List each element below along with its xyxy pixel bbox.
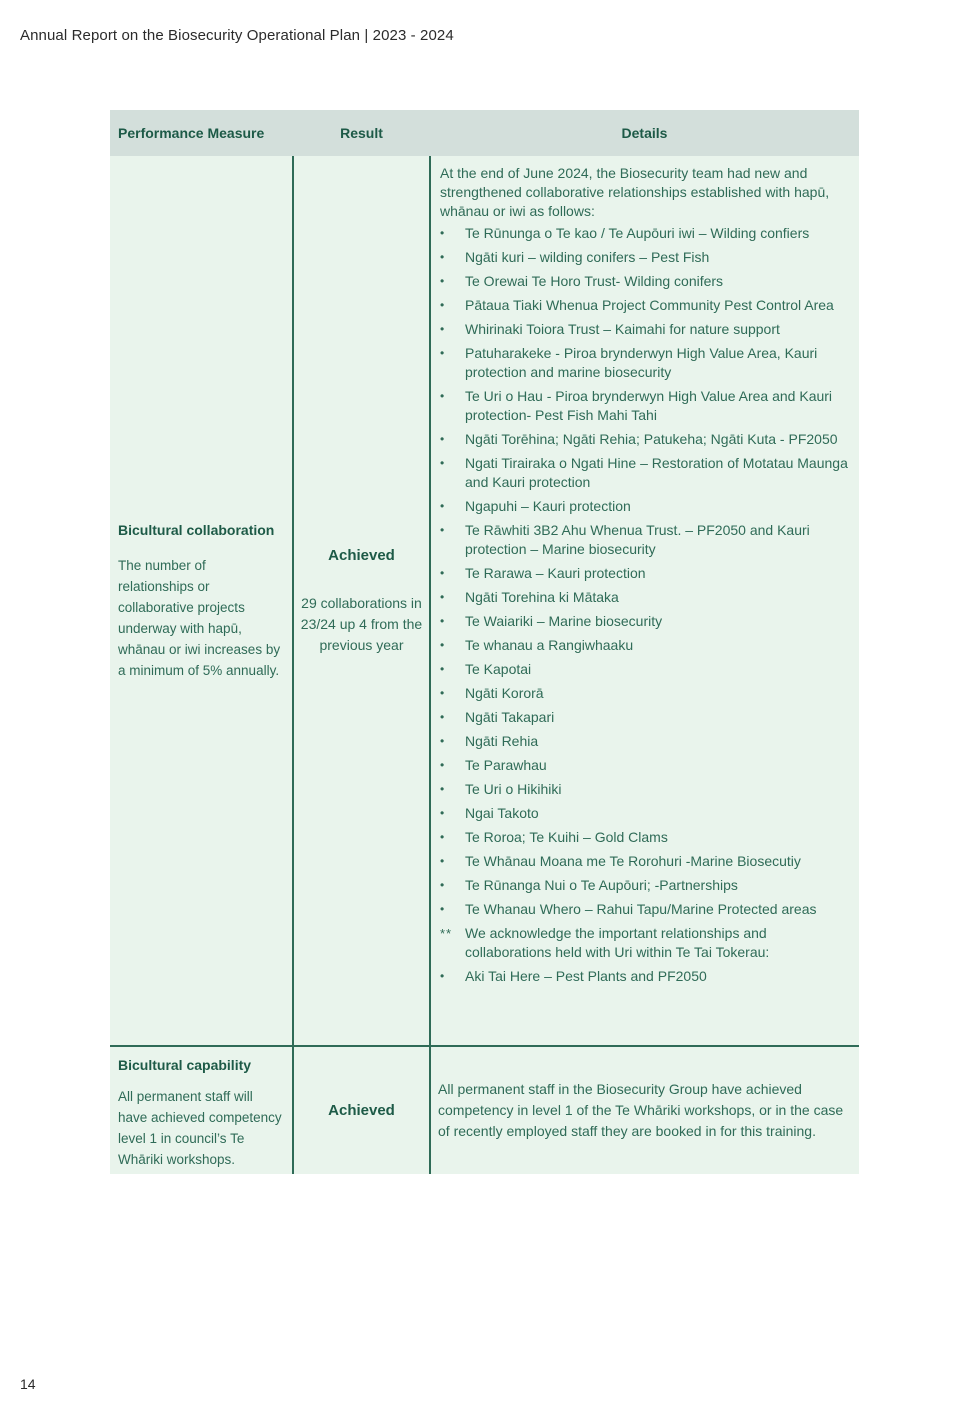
list-item <box>440 900 853 919</box>
list-item <box>440 612 853 631</box>
list-item <box>440 636 853 655</box>
list-item-text: Te Uri o Hikihiki <box>465 781 562 797</box>
list-item <box>440 708 853 727</box>
list-item <box>440 852 853 871</box>
list-item <box>440 684 853 703</box>
bullet-marker: • <box>440 969 445 983</box>
list-item-text: Te Rarawa – Kauri protection <box>465 565 646 581</box>
list-item-text: Te Orewai Te Horo Trust- Wilding conifers <box>465 273 724 289</box>
result-cell <box>293 1046 430 1174</box>
list-item <box>440 454 853 492</box>
bullet-marker: • <box>440 806 445 820</box>
list-item-text: Ngapuhi – Kauri protection <box>465 498 631 514</box>
list-item <box>440 780 853 799</box>
measure-title: Bicultural collaboration <box>118 522 275 538</box>
bullet-marker: • <box>440 734 445 748</box>
list-item-text: Te Rūnanga Nui o Te Aupōuri; -Partnerships <box>465 877 738 893</box>
table-row <box>110 156 859 1046</box>
bullet-marker: • <box>440 298 445 312</box>
bullet-marker: • <box>440 389 445 403</box>
list-item <box>440 387 853 425</box>
list-item-text: Ngāti Kororā <box>465 685 544 701</box>
list-item <box>440 876 853 895</box>
list-item <box>440 272 853 291</box>
result-cell <box>293 156 430 1046</box>
table-row <box>110 1046 859 1174</box>
bullet-marker: • <box>440 758 445 772</box>
header-result: Result <box>293 110 430 156</box>
bullet-marker: • <box>440 250 445 264</box>
acknowledgement-note <box>440 924 853 962</box>
list-item-text: Te Waiariki – Marine biosecurity <box>465 613 663 629</box>
list-item <box>440 660 853 679</box>
list-item-text: Te Roroa; Te Kuihi – Gold Clams <box>465 829 668 845</box>
bullet-marker: • <box>440 590 445 604</box>
bullet-marker: • <box>440 566 445 580</box>
result-note: 29 collaborations in 23/24 up 4 from the previous year <box>300 595 423 653</box>
header-details: Details <box>430 110 859 156</box>
list-item <box>440 296 853 315</box>
bullet-marker: • <box>440 499 445 513</box>
list-item-text: Te Parawhau <box>465 757 547 773</box>
page-header: Annual Report on the Biosecurity Operational Plan | 2023 - 2024 <box>20 27 454 44</box>
list-item-text: Te Whanau Whero – Rahui Tapu/Marine Protected areas <box>465 901 817 917</box>
page-number: 14 <box>20 1376 36 1392</box>
list-item-text: Te Rūnunga o Te kao / Te Aupōuri iwi – Wilding confiers <box>465 225 810 241</box>
note-marker: ** <box>440 926 453 941</box>
list-item-text: Pātaua Tiaki Whenua Project Community Pest Control Area <box>465 297 834 313</box>
measure-title: Bicultural capability <box>118 1057 252 1073</box>
measure-description: All permanent staff will have achieved competency level 1 in council’s Te Whāriki workshops. <box>118 1089 282 1167</box>
list-item <box>440 248 853 267</box>
list-item-text: Te Kapotai <box>465 661 532 677</box>
bullet-marker: • <box>440 662 445 676</box>
list-item <box>440 588 853 607</box>
list-item <box>440 804 853 823</box>
list-item-text: Patuharakeke - Piroa brynderwyn High Value Area, Kauri protection and marine biosecurity <box>465 345 818 380</box>
header-performance-measure: Performance Measure <box>110 110 293 156</box>
measure-description: The number of relationships or collaborative projects underway with hapū, whānau or iwi increases by a minimum of 5% annually. <box>118 558 281 678</box>
list-item <box>440 497 853 516</box>
list-item-text: Te Rāwhiti 3B2 Ahu Whenua Trust. – PF2050 and Kauri protection – Marine biosecurity <box>465 522 810 557</box>
list-item-text: Ngāti Takapari <box>465 709 555 725</box>
bullet-marker: • <box>440 614 445 628</box>
list-item-text: Ngāti Rehia <box>465 733 539 749</box>
list-item-text: Ngati Tirairaka o Ngati Hine – Restoration of Motatau Maunga and Kauri protection <box>465 455 848 490</box>
groups-list <box>440 224 853 986</box>
bullet-marker: • <box>440 432 445 446</box>
bullet-marker: • <box>440 710 445 724</box>
measure-cell <box>110 156 293 1046</box>
bullet-marker: • <box>440 902 445 916</box>
list-item <box>440 430 853 449</box>
bullet-marker: • <box>440 456 445 470</box>
bullet-marker: • <box>440 226 445 240</box>
list-item <box>440 344 853 382</box>
list-item <box>440 756 853 775</box>
bullet-marker: • <box>440 346 445 360</box>
list-item-text: Aki Tai Here – Pest Plants and PF2050 <box>465 968 707 984</box>
list-item-text: Ngāti kuri – wilding conifers – Pest Fish <box>465 249 710 265</box>
bullet-marker: • <box>440 322 445 336</box>
bullet-marker: • <box>440 523 445 537</box>
measure-cell <box>110 1046 293 1174</box>
list-item-text: Te whanau a Rangiwhaaku <box>465 637 634 653</box>
list-item-text: Whirinaki Toiora Trust – Kaimahi for nature support <box>465 321 780 337</box>
list-item <box>440 564 853 583</box>
list-item-text: Te Whānau Moana me Te Rorohuri -Marine Biosecutiy <box>465 853 801 869</box>
bullet-marker: • <box>440 686 445 700</box>
list-item <box>440 967 853 986</box>
bullet-marker: • <box>440 830 445 844</box>
table-header-row <box>110 110 859 156</box>
performance-table <box>110 110 859 1174</box>
result-status: Achieved <box>328 1102 395 1119</box>
list-item <box>440 732 853 751</box>
note-text: We acknowledge the important relationships and collaborations held with Uri within Te Tai Tokerau: <box>465 925 770 960</box>
list-item-text: Ngāti Torēhina; Ngāti Rehia; Patukeha; Ngāti Kuta - PF2050 <box>465 431 838 447</box>
list-item <box>440 320 853 339</box>
list-item <box>440 224 853 243</box>
bullet-marker: • <box>440 638 445 652</box>
details-cell: All permanent staff in the Biosecurity Group have achieved competency in level 1 of the Te Whāriki workshops, or in the case of recently employed staff they are booked in for this training. <box>430 1046 859 1174</box>
result-status: Achieved <box>328 547 395 564</box>
details-cell <box>430 156 859 1046</box>
list-item <box>440 828 853 847</box>
details-intro: At the end of June 2024, the Biosecurity team had new and strengthened collaborative relationships established with hapū, whānau or iwi as follows: <box>440 165 830 219</box>
list-item-text: Te Uri o Hau - Piroa brynderwyn High Value Area and Kauri protection- Pest Fish Mahi Tahi <box>465 388 833 423</box>
bullet-marker: • <box>440 782 445 796</box>
bullet-marker: • <box>440 854 445 868</box>
list-item-text: Ngāti Torehina ki Mātaka <box>465 589 619 605</box>
list-item <box>440 521 853 559</box>
bullet-marker: • <box>440 274 445 288</box>
list-item-text: Ngai Takoto <box>465 805 539 821</box>
bullet-marker: • <box>440 878 445 892</box>
